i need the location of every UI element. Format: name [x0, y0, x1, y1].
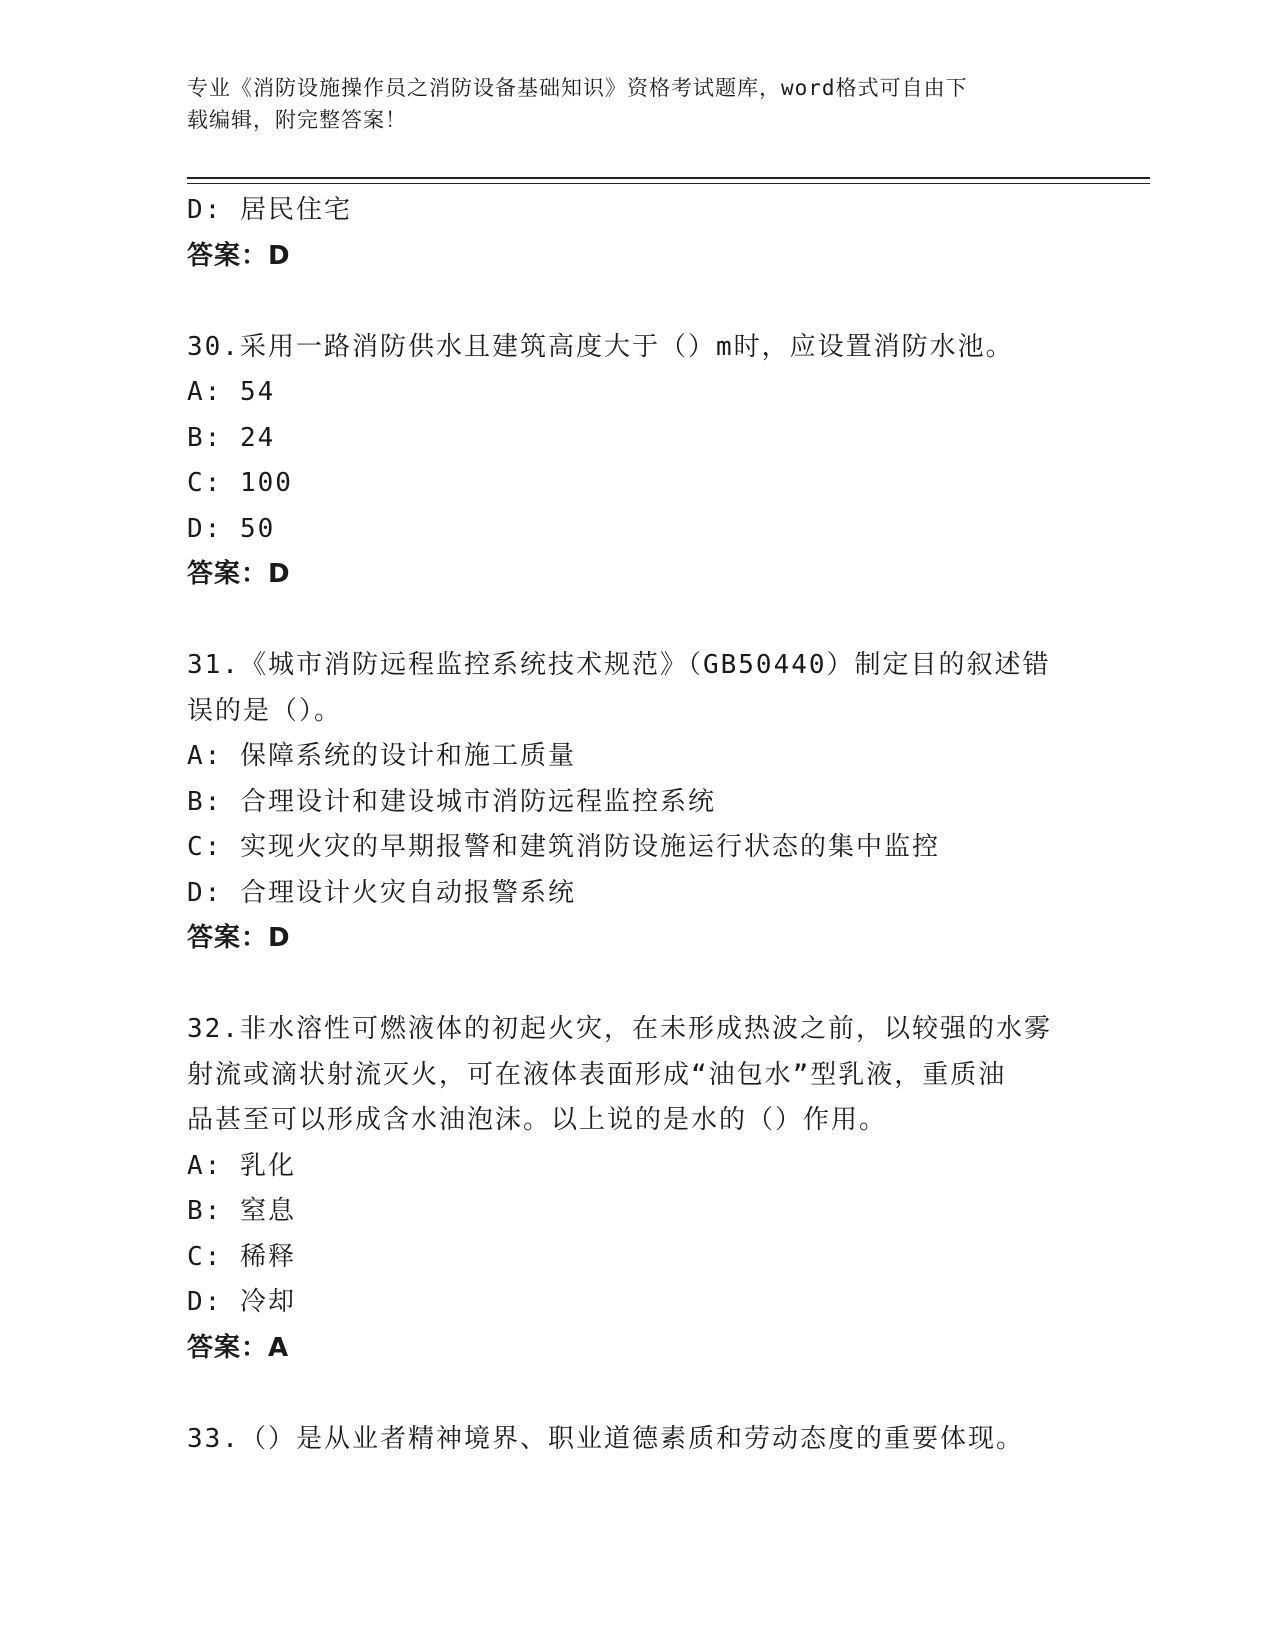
question-block-32 — [187, 1007, 1087, 1371]
option-b: B: 合理设计和建设城市消防远程监控系统 — [187, 786, 716, 817]
option-a: A: 乳化 — [187, 1150, 296, 1181]
option-a: A: 54 — [187, 377, 276, 407]
option-d: D: 合理设计火灾自动报警系统 — [187, 877, 576, 908]
option-d: D: 居民住宅 — [187, 195, 352, 225]
option-d: D: 50 — [187, 513, 276, 544]
block-spacer — [187, 279, 1087, 325]
question-text: 30.采用一路消防供水且建筑高度大于（）m时，应设置消防水池。 — [187, 331, 1014, 362]
block-spacer — [187, 1371, 1087, 1417]
answer-line: 答案：D — [187, 240, 291, 271]
option-b: B: 24 — [187, 422, 276, 453]
option-c: C: 实现火灾的早期报警和建筑消防设施运行状态的集中监控 — [187, 832, 940, 862]
block-spacer — [187, 598, 1087, 644]
question-text: 品甚至可以形成含水油泡沫。以上说的是水的（）作用。 — [187, 1105, 888, 1135]
question-list — [187, 188, 1087, 1462]
header-divider-thin — [187, 183, 1150, 184]
question-block-33 — [187, 1417, 1087, 1463]
option-d: D: 冷却 — [187, 1287, 296, 1317]
answer-line: 答案：D — [187, 559, 291, 589]
question-text: 31.《城市消防远程监控系统技术规范》（GB50440）制定目的叙述错 — [187, 650, 1051, 680]
header-divider-thick — [187, 177, 1150, 179]
option-c: C: 稀释 — [187, 1241, 296, 1272]
question-text: 32.非水溶性可燃液体的初起火灾，在未形成热波之前，以较强的水雾 — [187, 1014, 1052, 1044]
header-line-2: 载编辑，附完整答案！ — [187, 108, 407, 132]
option-c: C: 100 — [187, 468, 293, 498]
header-line-1: 专业《消防设施操作员之消防设备基础知识》资格考试题库，word格式可自由下 — [187, 76, 968, 100]
question-text: 误的是（）。 — [187, 695, 343, 726]
question-block-31 — [187, 643, 1087, 962]
question-text: 射流或滴状射流灭火，可在液体表面形成“油包水”型乳液，重质油 — [187, 1059, 1007, 1090]
answer-line: 答案：D — [187, 923, 291, 953]
question-text: 33.（）是从业者精神境界、职业道德素质和劳动态度的重要体现。 — [187, 1423, 1024, 1454]
document-header — [187, 72, 1087, 136]
question-block-30 — [187, 325, 1087, 598]
question-block-29-tail — [187, 188, 1087, 279]
option-a: A: 保障系统的设计和施工质量 — [187, 741, 576, 771]
option-b: B: 窒息 — [187, 1196, 296, 1226]
block-spacer — [187, 962, 1087, 1008]
answer-line: 答案：A — [187, 1332, 290, 1363]
